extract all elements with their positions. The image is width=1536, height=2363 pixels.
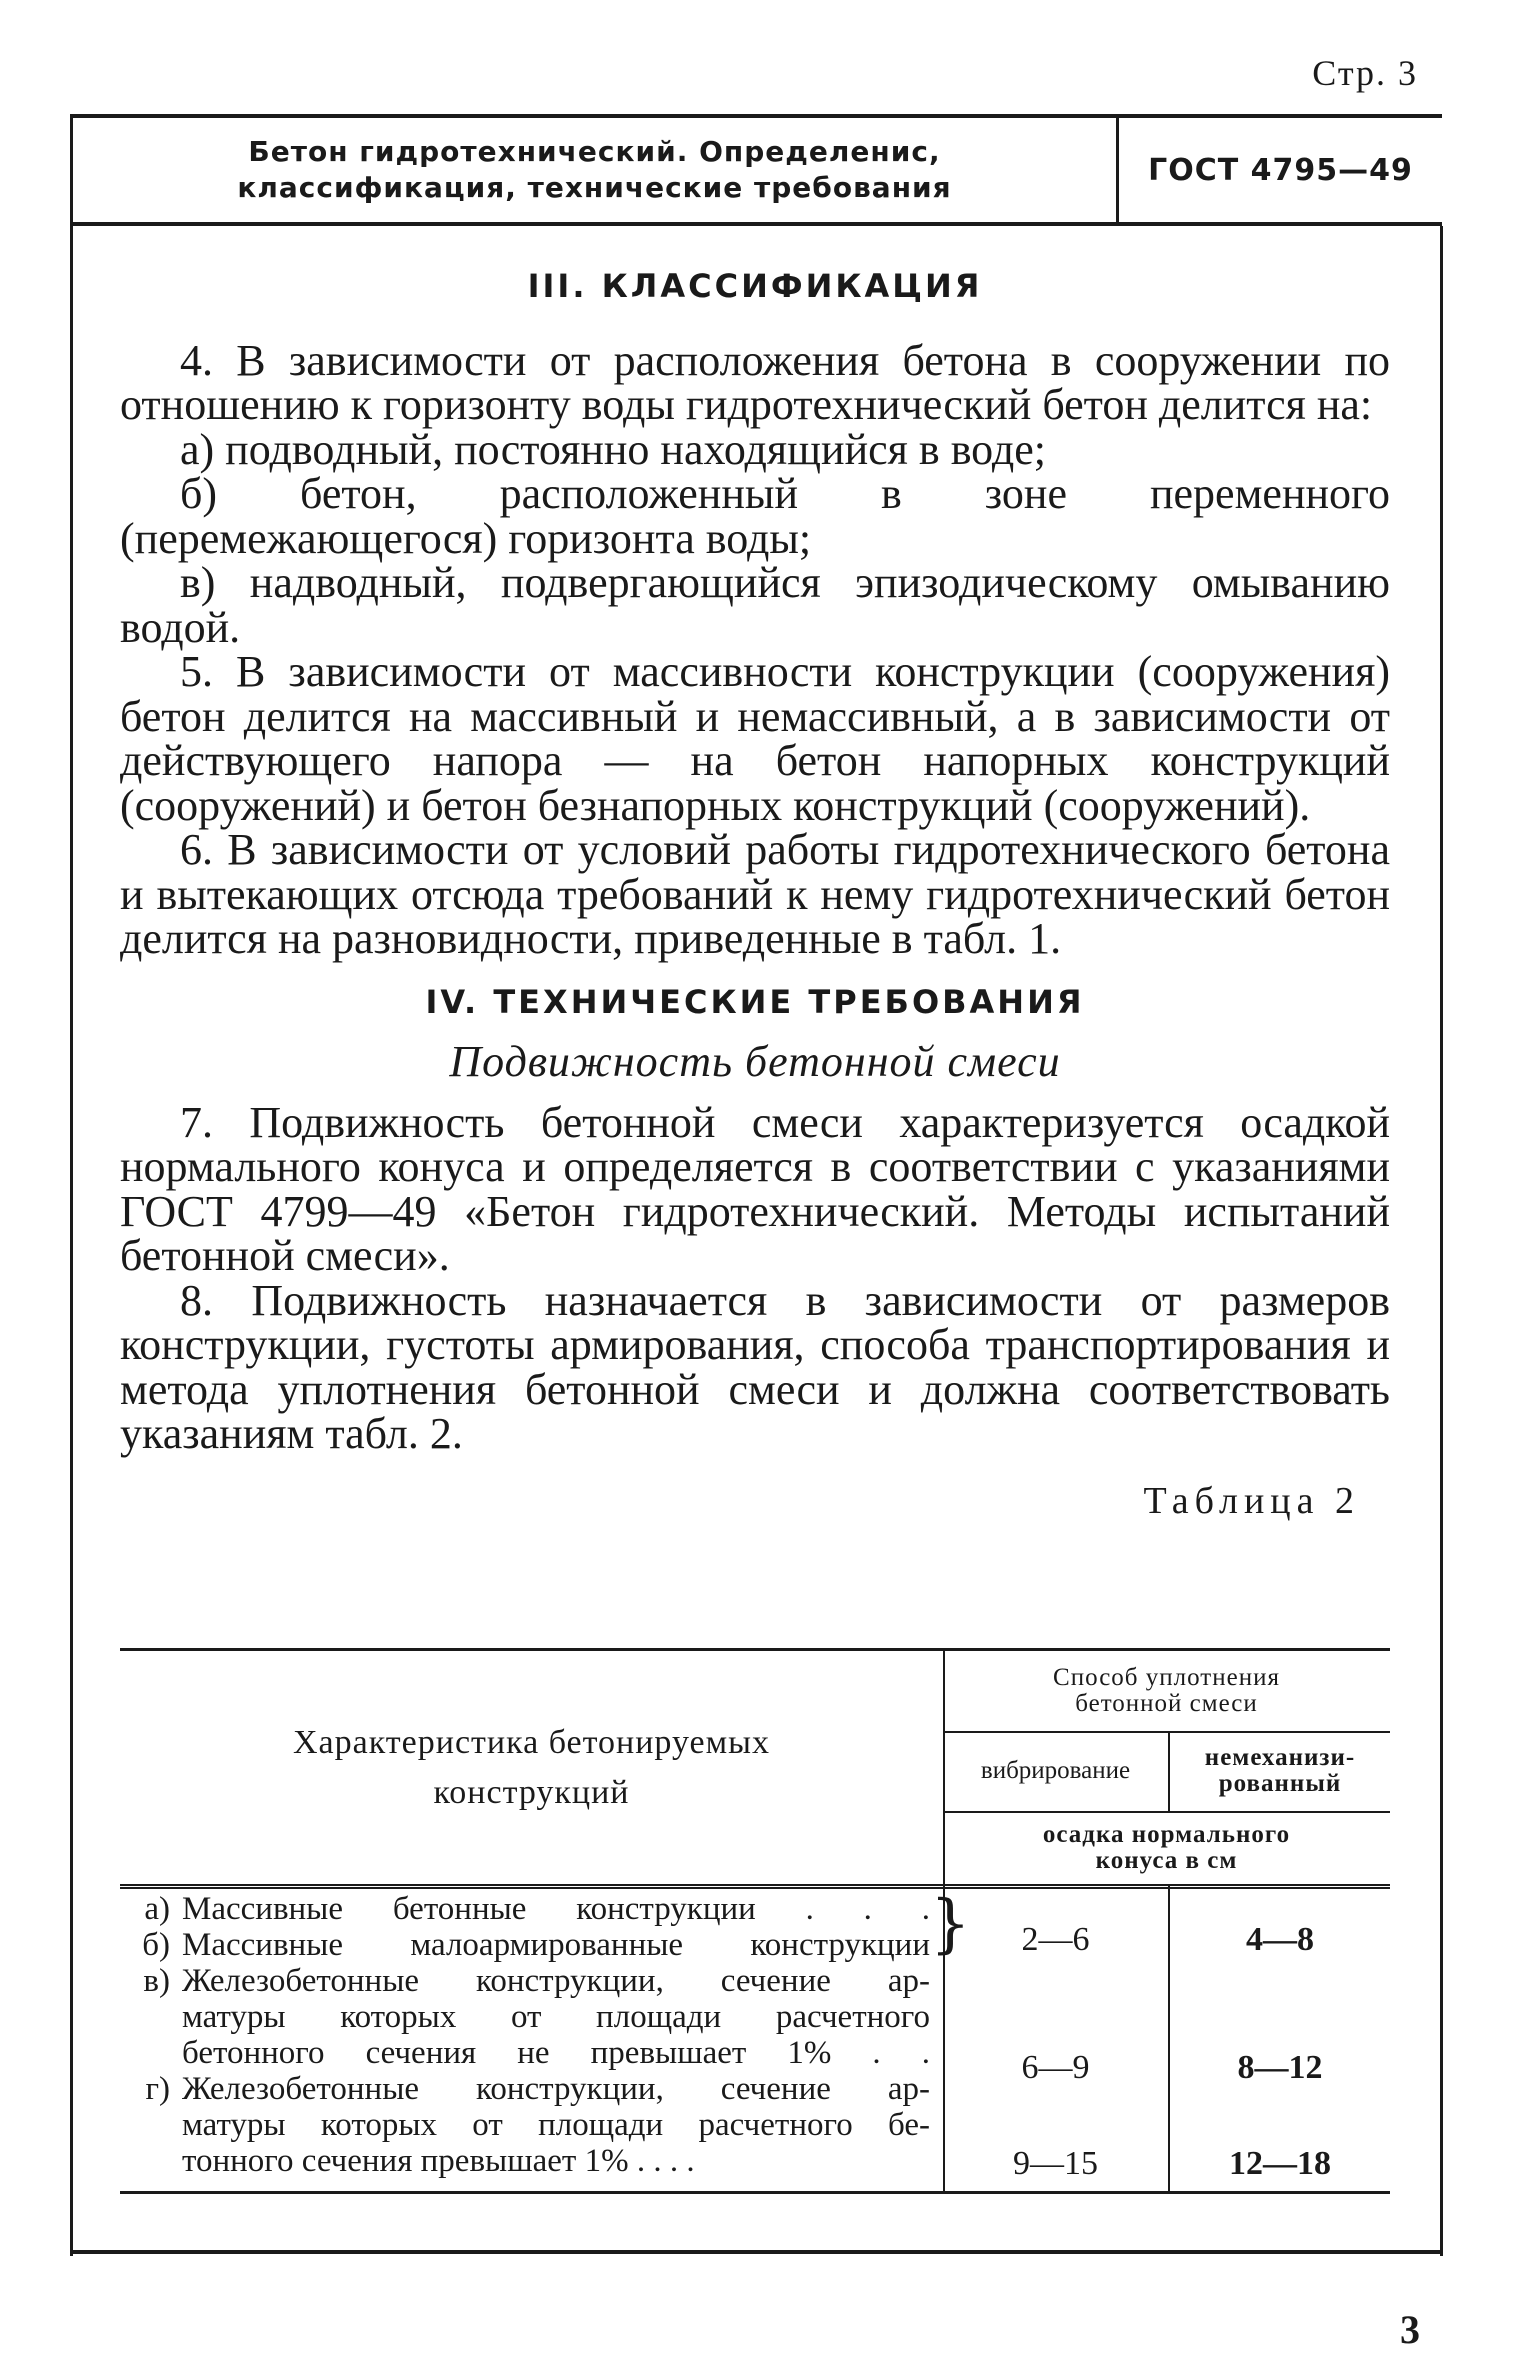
header-cone-slump bbox=[943, 1811, 1390, 1884]
paragraph-7: 7. Подвижность бетонной смеси характеризуется осадкой нормального конуса и определяется в соответствии с указаниями ГОСТ 4799—49 «Бетон гидротехнический. Методы испытаний бетонной смеси». bbox=[120, 1097, 1390, 1280]
header-osadka-line2: конуса в см bbox=[1095, 1846, 1238, 1874]
standard-number: ГОСТ 4795—49 bbox=[1148, 152, 1413, 188]
table-row bbox=[120, 1891, 930, 1927]
frame-bottom-rule bbox=[70, 2250, 1443, 2254]
paragraph-6: 6. В зависимости от условий работы гидротехнического бетона и вытекающих отсюда требований к нему гидротехнический бетон делится на разновидности, приведенные в табл. 1. bbox=[120, 825, 1390, 963]
header-vibration: вибрирование bbox=[980, 1757, 1131, 1784]
value-g-vibration: 9—15 bbox=[1013, 2145, 1098, 2182]
header-title-line2: классификация, технические требования bbox=[237, 171, 952, 204]
value-ab-vibration: 2—6 bbox=[1021, 1921, 1090, 1958]
header-nemech-line2: рованный bbox=[1218, 1770, 1342, 1797]
paragraph-8: 8. Подвижность назначается в зависимости от размеров конструкции, густоты армирования, способа транспортирования и метода уплотнения бетонной смеси и должна соответствовать указаниям табл. 2. bbox=[120, 1275, 1390, 1458]
row-text-continuation: матуры которых от площади расчетного bbox=[182, 1999, 930, 2035]
header-nemech-line1: немеханизи- bbox=[1204, 1744, 1356, 1771]
document-body bbox=[120, 258, 1390, 1535]
header-method-line1: Способ уплотнения bbox=[1053, 1664, 1280, 1691]
section-3-title: III. КЛАССИФИКАЦИЯ bbox=[527, 267, 983, 305]
header-title bbox=[73, 118, 1119, 222]
section-4-subtitle: Подвижность бетонной смеси bbox=[449, 1037, 1061, 1086]
section-4-title: IV. ТЕХНИЧЕСКИЕ ТРЕБОВАНИЯ bbox=[425, 982, 1085, 1021]
table-row bbox=[120, 1927, 930, 1963]
paragraph-4b: б) бетон, расположенный в зоне переменного (перемежающегося) горизонта воды; bbox=[120, 469, 1390, 563]
row-marker: в) bbox=[143, 1963, 170, 1999]
header-compaction-method bbox=[943, 1651, 1390, 1731]
paragraph-4a: а) подводный, постоянно находящийся в воде; bbox=[180, 424, 1047, 474]
value-g-non-mechanized: 12—18 bbox=[1229, 2145, 1331, 2182]
value-v-vibration: 6—9 bbox=[1021, 2049, 1090, 2086]
frame-right-rule bbox=[1440, 226, 1443, 2256]
header-non-mechanized bbox=[1170, 1731, 1390, 1811]
row-text-continuation: бетонного сечения не превышает 1% . . bbox=[182, 2035, 930, 2071]
value-ab-non-mechanized: 4—8 bbox=[1246, 1921, 1314, 1958]
table-row bbox=[120, 1963, 930, 1999]
header-title-line1: Бетон гидротехнический. Определенис, bbox=[248, 135, 941, 168]
row-marker: г) bbox=[145, 2071, 170, 2107]
header-characteristic-line2: конструкций bbox=[433, 1773, 630, 1811]
row-text-continuation: матуры которых от площади расчетного бе- bbox=[182, 2107, 930, 2143]
header-characteristic-line1: Характеристика бетонируемых bbox=[293, 1723, 770, 1761]
value-v-non-mechanized: 8—12 bbox=[1237, 2049, 1323, 2086]
row-text: Массивные малоармированные конструкции bbox=[182, 1927, 930, 1963]
frame-left-rule bbox=[70, 226, 73, 2256]
header-osadka-line1: осадка нормального bbox=[1042, 1820, 1291, 1848]
document-header bbox=[70, 114, 1442, 226]
row-text-continuation: тонного сечения превышает 1% . . . . bbox=[182, 2143, 695, 2179]
table-2 bbox=[120, 1648, 1390, 2194]
table-2-label: Таблица 2 bbox=[1143, 1479, 1360, 1522]
paragraph-4c: в) надводный, подвергающийся эпизодическому омыванию водой. bbox=[120, 558, 1390, 652]
row-marker: б) bbox=[142, 1927, 170, 1963]
row-text: Железобетонные конструкции, сечение ар- bbox=[182, 2071, 930, 2107]
header-method-line2: бетонной смеси bbox=[1075, 1690, 1258, 1717]
table-rows bbox=[120, 1891, 930, 2179]
row-text: Массивные бетонные конструкции . . . bbox=[182, 1891, 930, 1927]
page-number-top: Стр. 3 bbox=[1312, 53, 1418, 93]
paragraph-4: 4. В зависимости от расположения бетона в сооружении по отношению к горизонту воды гидротехнический бетон делится на: bbox=[120, 335, 1390, 429]
paragraph-5: 5. В зависимости от массивности конструкции (сооружения) бетон делится на массивный и немассивный, а в зависимости от действующего напора — на бетон напорных конструкций (сооружений) и бетон безнапорных конструкций (сооружений). bbox=[120, 647, 1390, 830]
row-marker: а) bbox=[144, 1891, 170, 1927]
header-characteristic bbox=[120, 1651, 943, 1884]
row-text: Железобетонные конструкции, сечение ар- bbox=[182, 1963, 930, 1999]
table-row bbox=[120, 2071, 930, 2107]
page-number-bottom: 3 bbox=[1400, 2307, 1420, 2352]
brace-glyph: } bbox=[930, 1887, 971, 1961]
